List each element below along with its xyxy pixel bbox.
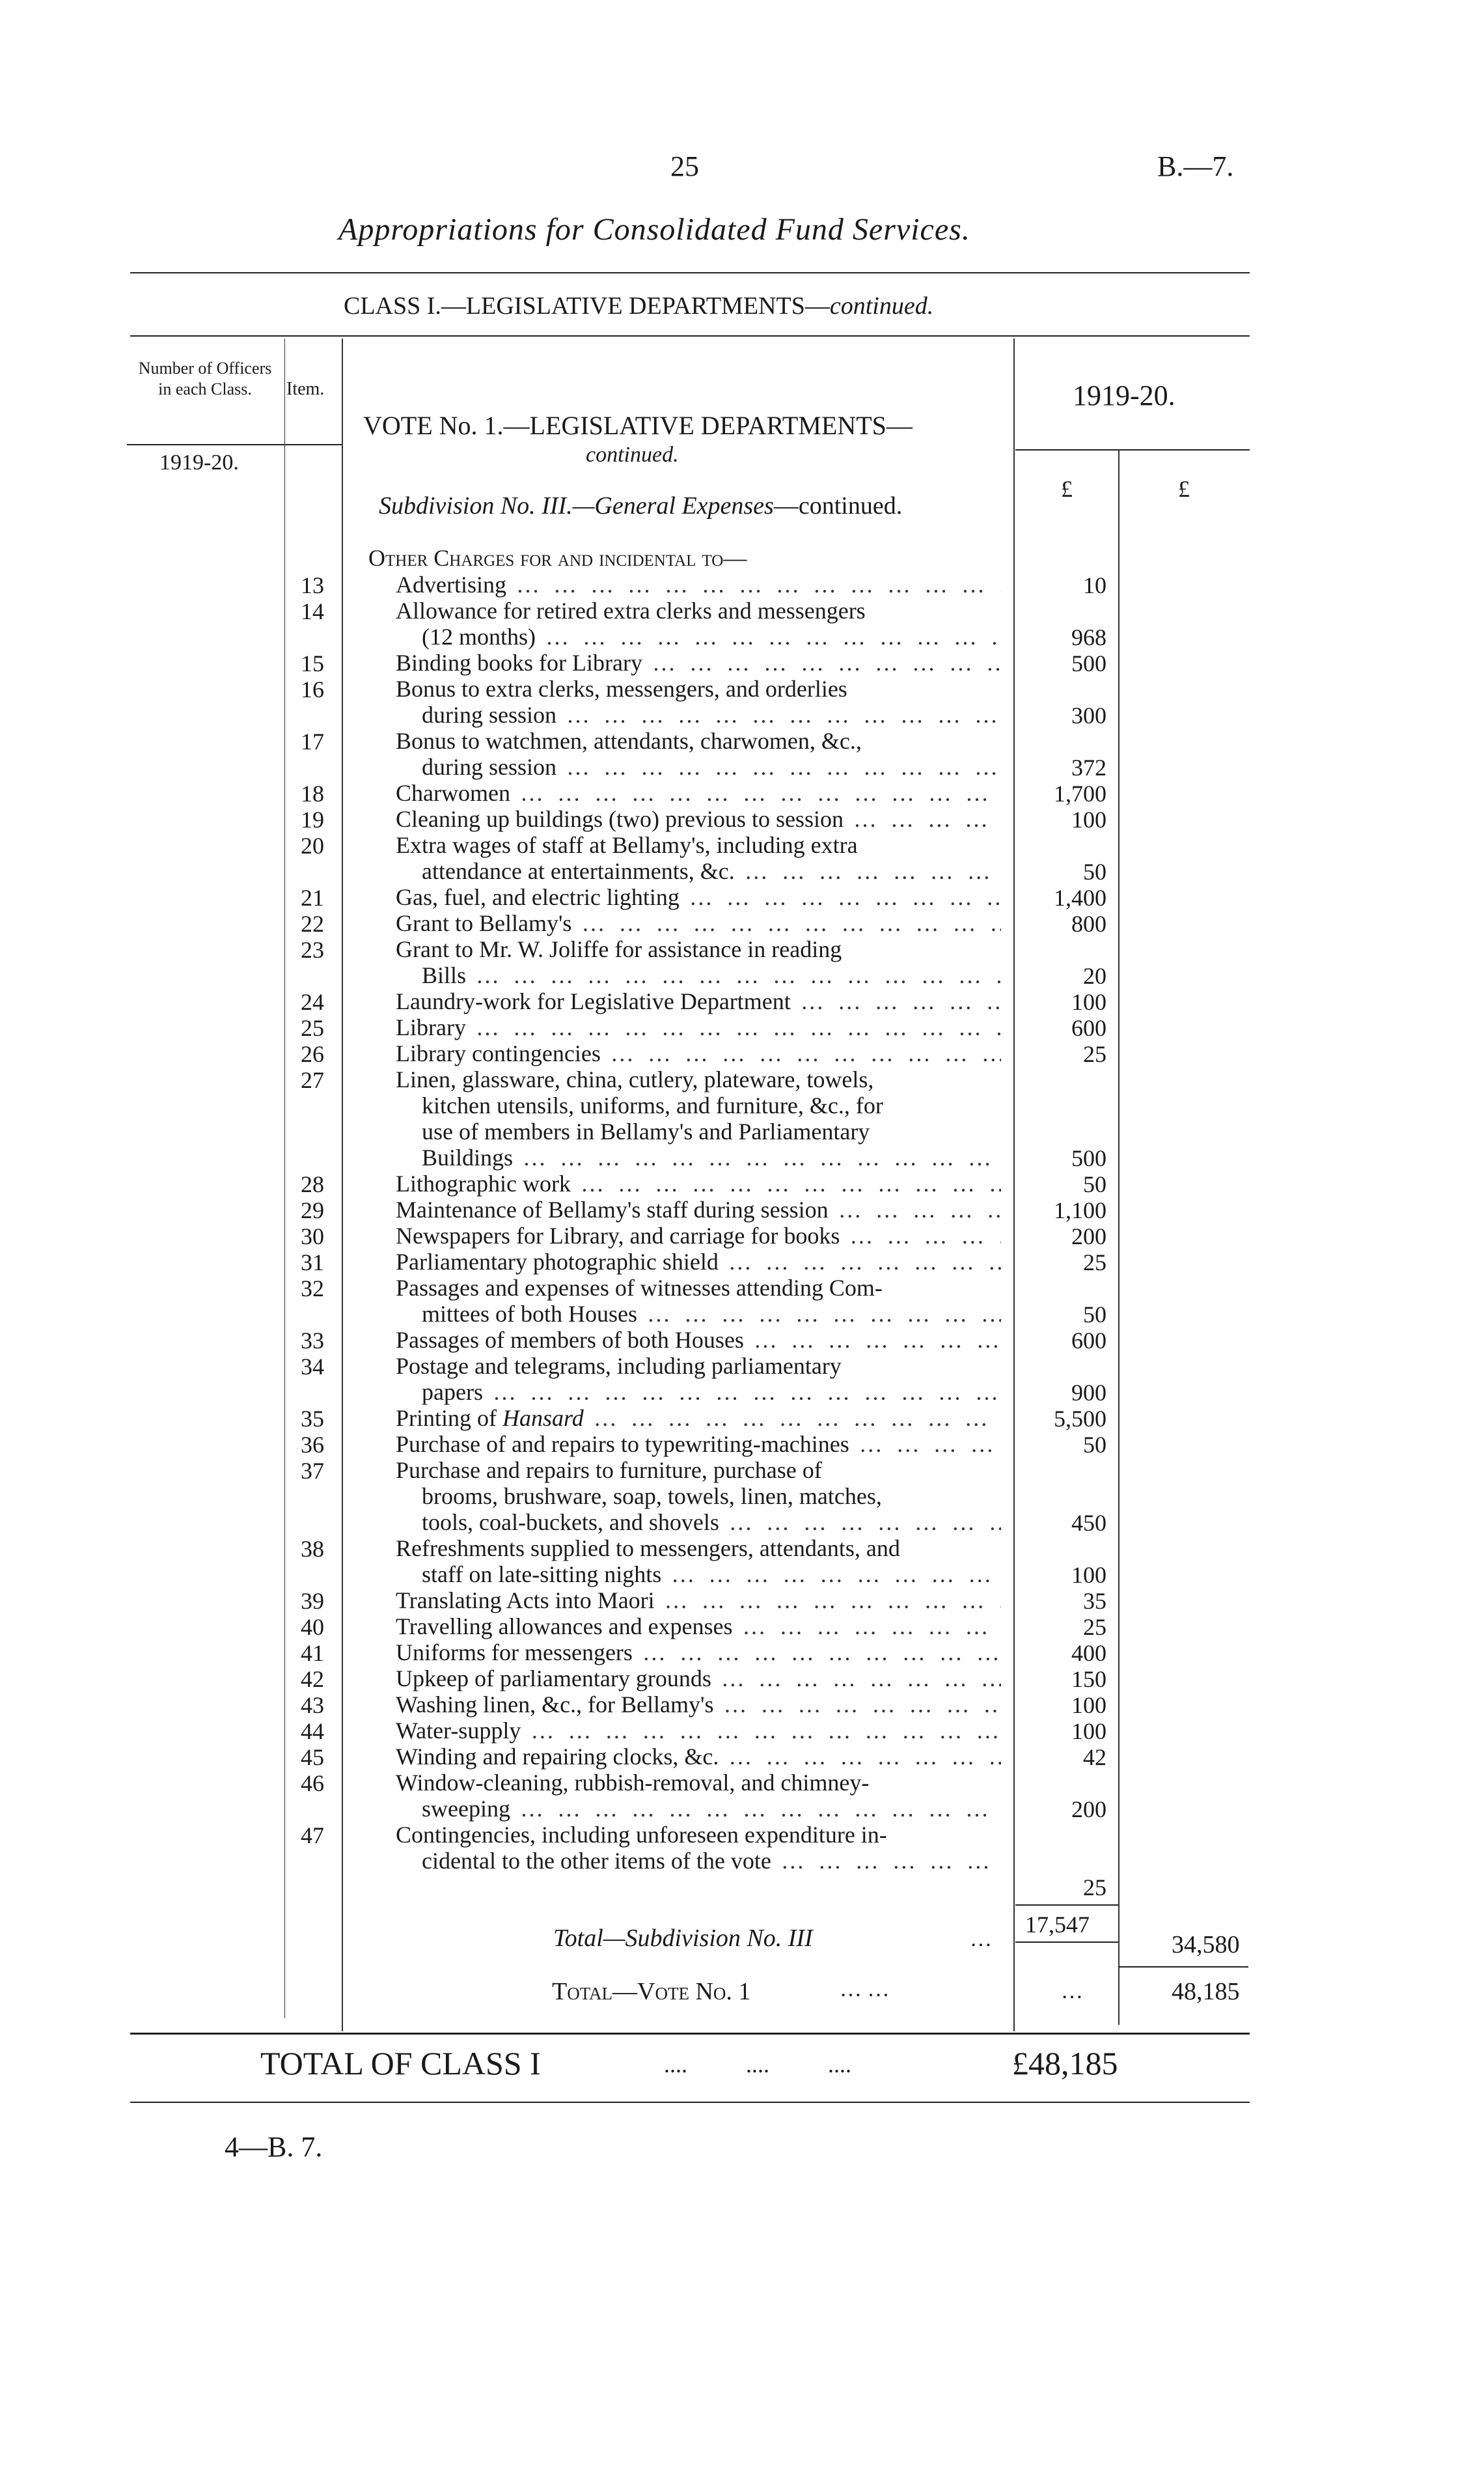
table-row-amount: 800 xyxy=(1071,911,1106,937)
table-row-item: 44 xyxy=(301,1718,324,1744)
subdivision-subtotal-amount: 17,547 xyxy=(1025,1912,1090,1938)
table-row-item: 13 xyxy=(301,572,324,598)
table-row-item: 34 xyxy=(301,1354,324,1380)
table-row-amount: 25 xyxy=(1083,1614,1106,1640)
table-row-amount: 25 xyxy=(1083,1041,1106,1067)
table-row-amount: 600 xyxy=(1071,1328,1106,1354)
amount-header-rule xyxy=(1015,449,1250,451)
officers-year: 1919-20. xyxy=(159,451,239,475)
class-heading-suffix: continued. xyxy=(829,292,934,320)
officers-column-header: Number of Officers in each Class. xyxy=(138,359,272,398)
table-row-amount: 100 xyxy=(1071,807,1106,833)
table-row: Translating Acts into Maori … … … … … … … … … … … … … … … … … … xyxy=(396,1587,1001,1613)
officers-header-rule xyxy=(127,444,342,445)
table-row: Maintenance of Bellamy's staff during session … … … … … … … … … … … … … … … … … … xyxy=(396,1197,1001,1223)
table-row-amount: 5,500 xyxy=(1054,1406,1106,1432)
table-row: Library contingencies … … … … … … … … … … … … … … … … … … xyxy=(396,1040,1001,1066)
table-row: Library … … … … … … … … … … … … … … … … … … xyxy=(396,1014,1001,1040)
amount-year-header: 1919-20. xyxy=(1073,380,1175,411)
table-row-amount: 50 xyxy=(1083,1171,1106,1197)
table-row: Linen, glassware, china, cutlery, plateware, towels, kitchen utensils, uniforms, and furniture, &c., for use of members in Bellamy's and Parliamentary Buildings … … … … … … … … … … … … … … … … … … xyxy=(396,1066,1001,1171)
table-row: Passages of members of both Houses … … … … … … … … … … … … … … … … … … xyxy=(396,1327,1001,1353)
table-row: Purchase and repairs to furniture, purchase of brooms, brushware, soap, towels, linen, matches, tools, coal-buckets, and shovels … … … … … … … … … … … … … … … … … … xyxy=(396,1457,1001,1535)
subdivision-heading-main: Subdivision No. III.—General Expenses xyxy=(379,492,774,520)
table-row-amount: 100 xyxy=(1071,989,1106,1015)
table-row-amount: 450 xyxy=(1071,1510,1106,1536)
table-row-amount: 100 xyxy=(1071,1692,1106,1718)
table-row-amount: 500 xyxy=(1071,650,1106,676)
table-row-item: 38 xyxy=(301,1536,324,1562)
table-row: Winding and repairing clocks, &c. … … … … … … … … … … … … … … … … … … xyxy=(396,1744,1001,1770)
table-row-item: 35 xyxy=(301,1406,324,1432)
table-row-amount: 25 xyxy=(1083,1249,1106,1275)
table-row-amount: 50 xyxy=(1083,859,1106,885)
table-row: Newspapers for Library, and carriage for books … … … … … … … … … … … … … … … … … … xyxy=(396,1223,1001,1249)
table-row-item: 43 xyxy=(301,1692,324,1718)
table-row-amount: 968 xyxy=(1071,624,1106,650)
table-row-amount: 1,700 xyxy=(1054,781,1106,807)
table-row-amount: 50 xyxy=(1083,1301,1106,1328)
class-total-top-rule xyxy=(130,2033,1250,2035)
table-row-amount: 20 xyxy=(1083,963,1106,989)
amount-col-mid-rule xyxy=(1118,449,1120,2025)
table-row: Allowance for retired extra clerks and messengers (12 months) … … … … … … … … … … … … … … … … … … xyxy=(396,598,1001,650)
table-row-item: 27 xyxy=(301,1067,324,1093)
table-row-item: 30 xyxy=(301,1223,324,1249)
page-number: 25 xyxy=(670,150,699,182)
vote-total-label: Total—Vote No. 1 xyxy=(552,1978,751,2005)
table-row-amount: 42 xyxy=(1083,1744,1106,1770)
class-heading xyxy=(344,292,933,320)
table-row-item: 22 xyxy=(301,911,324,937)
pound-sign-right: £ xyxy=(1178,476,1190,502)
table-row-amount: 35 xyxy=(1083,1588,1106,1614)
table-row: Cleaning up buildings (two) previous to session … … … … … … … … … … … … … … … … … … xyxy=(396,806,1001,832)
table-row-item: 29 xyxy=(301,1197,324,1223)
class-total-amount: £48,185 xyxy=(1012,2045,1118,2081)
table-row-item: 33 xyxy=(301,1328,324,1354)
item-col-right-rule xyxy=(342,339,343,2031)
table-row-amount: 1,100 xyxy=(1054,1197,1106,1223)
table-row-item: 31 xyxy=(301,1249,324,1275)
vote-total-dots: … … xyxy=(840,1977,890,2001)
title-rule xyxy=(130,272,1250,273)
table-row-amount: 300 xyxy=(1071,702,1106,729)
table-row-amount: 10 xyxy=(1083,572,1106,598)
table-row-amount: 200 xyxy=(1071,1796,1106,1822)
signature-mark: 4—B. 7. xyxy=(225,2131,323,2163)
table-row: Upkeep of parliamentary grounds … … … … … … … … … … … … … … … … … … xyxy=(396,1665,1001,1691)
subdivision-heading-suffix: —continued. xyxy=(773,492,903,520)
table-row-amount: 372 xyxy=(1071,755,1106,781)
table-row: Washing linen, &c., for Bellamy's … … … … … … … … … … … … … … … … … … xyxy=(396,1691,1001,1718)
table-row-item: 15 xyxy=(301,650,324,676)
table-row-item: 36 xyxy=(301,1432,324,1458)
table-row-item: 21 xyxy=(301,885,324,911)
table-row: Charwomen … … … … … … … … … … … … … … … … … … xyxy=(396,780,1001,806)
table-row-amount: 600 xyxy=(1071,1015,1106,1041)
table-row-item: 47 xyxy=(301,1822,324,1848)
item-col-left-rule xyxy=(284,339,285,2018)
table-row: Laundry-work for Legislative Department … … … … … … … … … … … … … … … … … … xyxy=(396,988,1001,1014)
document-reference: B.—7. xyxy=(1157,150,1234,182)
table-row: Refreshments supplied to messengers, attendants, and staff on late-sitting nights … … … … … … … … … … … … … … … … … … xyxy=(396,1535,1001,1587)
table-row-item: 28 xyxy=(301,1171,324,1197)
table-row-amount: 900 xyxy=(1071,1380,1106,1406)
table-row: Window-cleaning, rubbish-removal, and chimney- sweeping … … … … … … … … … … … … … … … … … … xyxy=(396,1770,1001,1822)
table-row-item: 17 xyxy=(301,729,324,755)
vote-total-top-rule xyxy=(1118,1966,1248,1968)
table-row-item: 19 xyxy=(301,807,324,833)
table-row-item: 24 xyxy=(301,989,324,1015)
table-row-item: 37 xyxy=(301,1458,324,1484)
table-row-item: 39 xyxy=(301,1588,324,1614)
vote-title-continued: continued. xyxy=(586,443,679,467)
table-row: Travelling allowances and expenses … … … … … … … … … … … … … … … … … … xyxy=(396,1613,1001,1639)
class-total-bottom-rule xyxy=(130,2102,1250,2103)
subtotal-bottom-rule xyxy=(1015,1941,1118,1943)
table-row-item: 25 xyxy=(301,1015,324,1041)
pound-sign-left: £ xyxy=(1061,476,1073,502)
table-row: Passages and expenses of witnesses attending Com- mittees of both Houses … … … … … … … … … … … … … … … … … … xyxy=(396,1275,1001,1327)
table-row: Contingencies, including unforeseen expenditure in- cidental to the other items of the vote … … … … … … … … … … … … … … … … … … xyxy=(396,1822,1001,1874)
table-row-amount: 25 xyxy=(1083,1874,1106,1900)
vote-title: VOTE No. 1.—LEGISLATIVE DEPARTMENTS— xyxy=(363,411,913,440)
subdivision-total-right: 34,580 xyxy=(1172,1931,1240,1958)
table-row-item: 14 xyxy=(301,598,324,624)
table-row: Bonus to watchmen, attendants, charwomen, &c., during session … … … … … … … … … … … … … … … … … … xyxy=(396,728,1001,780)
table-row-amount: 100 xyxy=(1071,1718,1106,1744)
table-row-item: 16 xyxy=(301,676,324,702)
table-row-item: 41 xyxy=(301,1640,324,1666)
table-row-item: 46 xyxy=(301,1770,324,1796)
class-total-dots: .... .... .... xyxy=(664,2052,851,2078)
table-row-item: 42 xyxy=(301,1666,324,1692)
vote-total-mid: … xyxy=(1061,1979,1083,2003)
table-row-amount: 150 xyxy=(1071,1666,1106,1692)
subdivision-total-label: Total—Subdivision No. III xyxy=(553,1925,813,1952)
table-row: Purchase of and repairs to typewriting-machines … … … … … … … … … … … … … … … … … … xyxy=(396,1431,1001,1457)
table-row: Printing of Hansard … … … … … … … … … … … … … … … … … … xyxy=(396,1405,1001,1431)
table-row: Extra wages of staff at Bellamy's, including extra attendance at entertainments, &c. … … … … … … … … … … … … … … … … … … xyxy=(396,832,1001,884)
vote-total-right: 48,185 xyxy=(1172,1978,1240,2005)
table-row-amount: 500 xyxy=(1071,1145,1106,1171)
subdivision-heading xyxy=(379,492,902,520)
table-row: Gas, fuel, and electric lighting … … … … … … … … … … … … … … … … … … xyxy=(396,884,1001,910)
table-row-amount: 1,400 xyxy=(1054,885,1106,911)
table-row-amount: 200 xyxy=(1071,1223,1106,1249)
table-row: Parliamentary photographic shield … … … … … … … … … … … … … … … … … … xyxy=(396,1249,1001,1275)
amount-col-left-rule xyxy=(1013,339,1015,2031)
item-column-header: Item. xyxy=(286,379,325,399)
table-row: Water-supply … … … … … … … … … … … … … … … … … … xyxy=(396,1718,1001,1744)
table-row: Binding books for Library … … … … … … … … … … … … … … … … … … xyxy=(396,650,1001,676)
table-row: Lithographic work … … … … … … … … … … … … … … … … … … xyxy=(396,1171,1001,1197)
subtotal-top-rule xyxy=(1015,1904,1118,1906)
table-row-item: 23 xyxy=(301,937,324,963)
table-row: Uniforms for messengers … … … … … … … … … … … … … … … … … … xyxy=(396,1639,1001,1665)
table-row-item: 40 xyxy=(301,1614,324,1640)
other-charges-heading: Other Charges for and incidental to— xyxy=(368,545,747,571)
table-row: Advertising … … … … … … … … … … … … … … … … … … xyxy=(396,572,1001,598)
table-row-item: 45 xyxy=(301,1744,324,1770)
table-row-item: 26 xyxy=(301,1041,324,1067)
hansard-italic: Hansard xyxy=(502,1405,584,1431)
table-row-item: 32 xyxy=(301,1275,324,1301)
table-row: Postage and telegrams, including parliamentary papers … … … … … … … … … … … … … … … … … … xyxy=(396,1353,1001,1405)
page-title: Appropriations for Consolidated Fund Services. xyxy=(338,212,970,247)
table-row-amount: 50 xyxy=(1083,1432,1106,1458)
class-total-label: TOTAL OF CLASS I xyxy=(260,2045,541,2081)
table-row-item: 20 xyxy=(301,833,324,859)
subdivision-total-dots: … xyxy=(970,1927,992,1951)
table-row: Grant to Bellamy's … … … … … … … … … … … … … … … … … … xyxy=(396,910,1001,936)
class-heading-main: CLASS I.—LEGISLATIVE DEPARTMENTS— xyxy=(344,292,830,320)
table-row: Grant to Mr. W. Joliffe for assistance in reading Bills … … … … … … … … … … … … … … … … … … xyxy=(396,936,1001,988)
table-row: Bonus to extra clerks, messengers, and orderlies during session … … … … … … … … … … … … … … … … … … xyxy=(396,676,1001,728)
table-row-amount: 400 xyxy=(1071,1640,1106,1666)
table-row-item: 18 xyxy=(301,781,324,807)
table-row-amount: 100 xyxy=(1071,1562,1106,1588)
heading-rule xyxy=(130,335,1250,337)
